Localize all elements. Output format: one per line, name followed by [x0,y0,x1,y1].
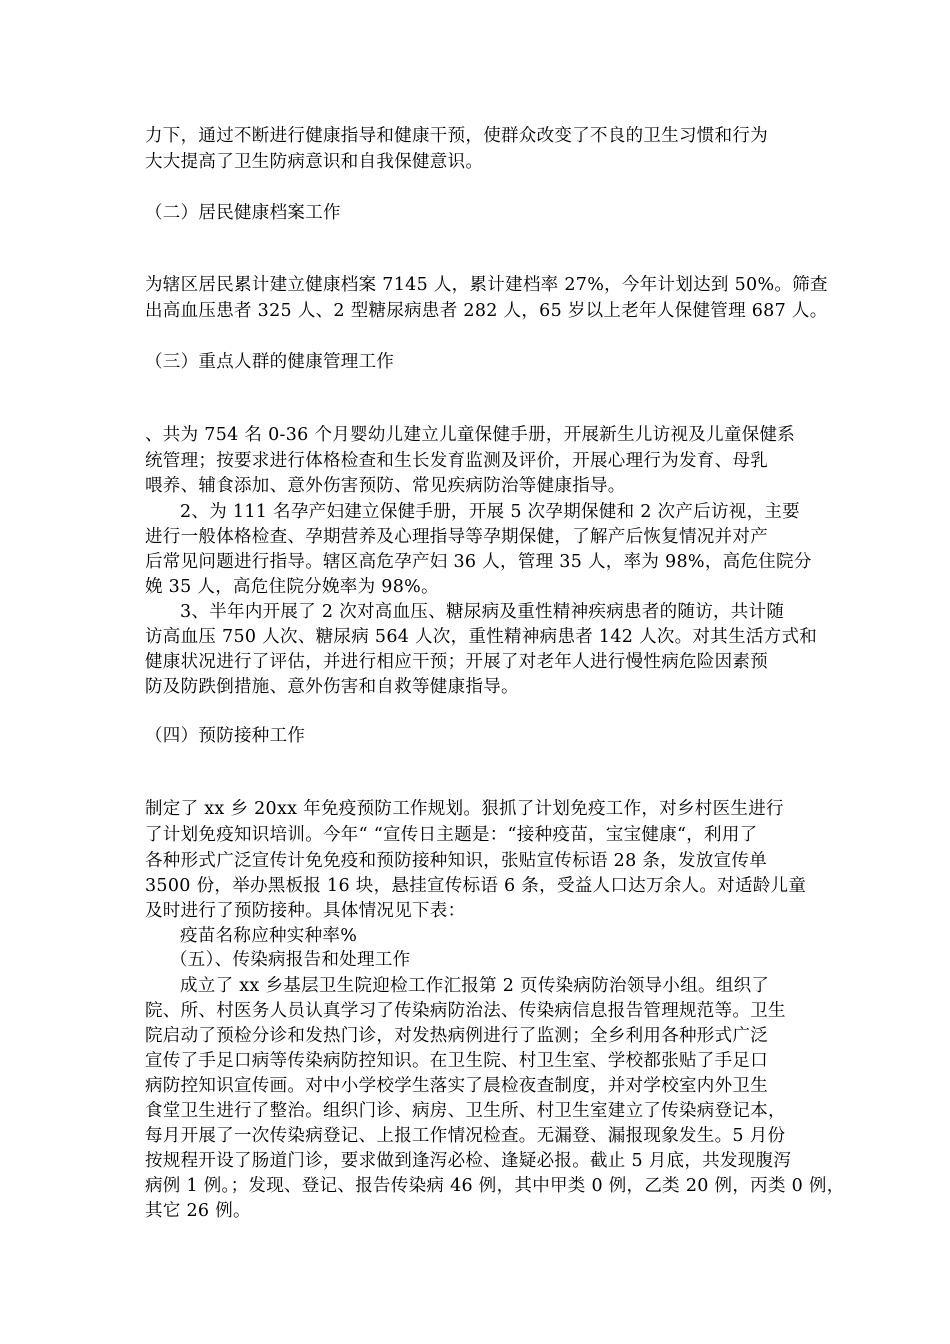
paragraph-line: 制定了 xx 乡 20xx 年免疫预防工作规划。狠抓了计划免疫工作，对乡村医生进行 [145,799,784,819]
paragraph-line: 每月开展了一次传染病登记、上报工作情况检查。无漏登、漏报现象发生。5 月份 [145,1126,786,1146]
paragraph-line: 各种形式广泛宣传计免免疫和预防接种知识，张贴宣传标语 28 条，发放宣传单 [145,851,767,871]
paragraph-line: 宣传了手足口病等传染病防控知识。在卫生院、村卫生室、学校都张贴了手足口 [145,1051,768,1071]
paragraph-line: 及时进行了预防接种。具体情况见下表： [145,901,466,921]
paragraph-line: 访高血压 750 人次、糖尿病 564 人次，重性精神病患者 142 人次。对其生活方式和 [145,627,818,647]
paragraph-line: 病防控知识宣传画。对中小学校学生落实了晨检夜查制度，并对学校室内外卫生 [145,1076,768,1096]
paragraph-line: 院、所、村医务人员认真学习了传染病防治法、传染病信息报告管理规范等。卫生 [145,1001,786,1021]
paragraph-line: 2、为 111 名孕产妇建立保健手册，开展 5 次孕期保健和 2 次产后访视，主要 [180,502,800,522]
paragraph-line: 出高血压患者 325 人、2 型糖尿病患者 282 人，65 岁以上老年人保健管理 687 人。 [145,301,828,321]
section-heading: （三）重点人群的健康管理工作 [145,352,395,372]
paragraph-line: 大大提高了卫生防病意识和自我保健意识。 [145,152,484,172]
paragraph-line: 院启动了预检分诊和发热门诊，对发热病例进行了监测；全乡利用各种形式广泛 [145,1026,768,1046]
paragraph-line: 进行一般体格检查、孕期营养及心理指导等孕期保健，了解产后恢复情况并对产 [145,527,768,547]
paragraph-line: 后常见问题进行指导。辖区高危孕产妇 36 人，管理 35 人，率为 98%，高危住院分 [145,552,812,572]
section-heading: （二）居民健康档案工作 [145,203,341,223]
table-header-text: 疫苗名称应种实种率% [180,926,358,946]
paragraph-line: 其它 26 例。 [145,1201,251,1221]
section-heading: （四）预防接种工作 [145,726,306,746]
paragraph-line: 为辖区居民累计建立健康档案 7145 人，累计建档率 27%，今年计划达到 50%。筛查 [145,275,828,295]
paragraph-line: 3500 份，举办黑板报 16 块，悬挂宣传标语 6 条，受益人口达万余人。对适龄儿童 [145,876,807,896]
paragraph-line: 力下，通过不断进行健康指导和健康干预，使群众改变了不良的卫生习惯和行为 [145,126,768,146]
paragraph-line: 3、半年内开展了 2 次对高血压、糖尿病及重性精神疾病患者的随访，共计随 [180,602,785,622]
paragraph-line: 病例 1 例。；发现、登记、报告传染病 46 例，其中甲类 0 例，乙类 20 例，丙类 0 例， [145,1176,845,1196]
paragraph-line: 、共为 754 名 0-36 个月婴幼儿建立儿童保健手册，开展新生儿访视及儿童保健系 [145,425,796,445]
paragraph-line: 成立了 xx 乡基层卫生院迎检工作汇报第 2 页传染病防治领导小组。组织了 [180,976,770,996]
paragraph-line: 食堂卫生进行了整治。组织门诊、病房、卫生所、村卫生室建立了传染病登记本， [145,1101,786,1121]
paragraph-line: 健康状况进行了评估，并进行相应干预；开展了对老年人进行慢性病危险因素预 [145,652,768,672]
paragraph-line: 了计划免疫知识培训。今年“ “宣传日主题是：“接种疫苗，宝宝健康“，利用了 [145,825,758,845]
paragraph-line: 防及防跌倒措施、意外伤害和自救等健康指导。 [145,677,519,697]
section-heading: （五）、传染病报告和处理工作 [170,950,411,970]
paragraph-line: 按规程开设了肠道门诊，要求做到逢泻必检、逢疑必报。截止 5 月底，共发现腹泻 [145,1151,792,1171]
paragraph-line: 统管理；按要求进行体格检查和生长发育监测及评价，开展心理行为发育、母乳 [145,451,768,471]
paragraph-line: 喂养、辅食添加、意外伤害预防、常见疾病防治等健康指导。 [145,476,626,496]
paragraph-line: 娩 35 人，高危住院分娩率为 98%。 [145,577,439,597]
